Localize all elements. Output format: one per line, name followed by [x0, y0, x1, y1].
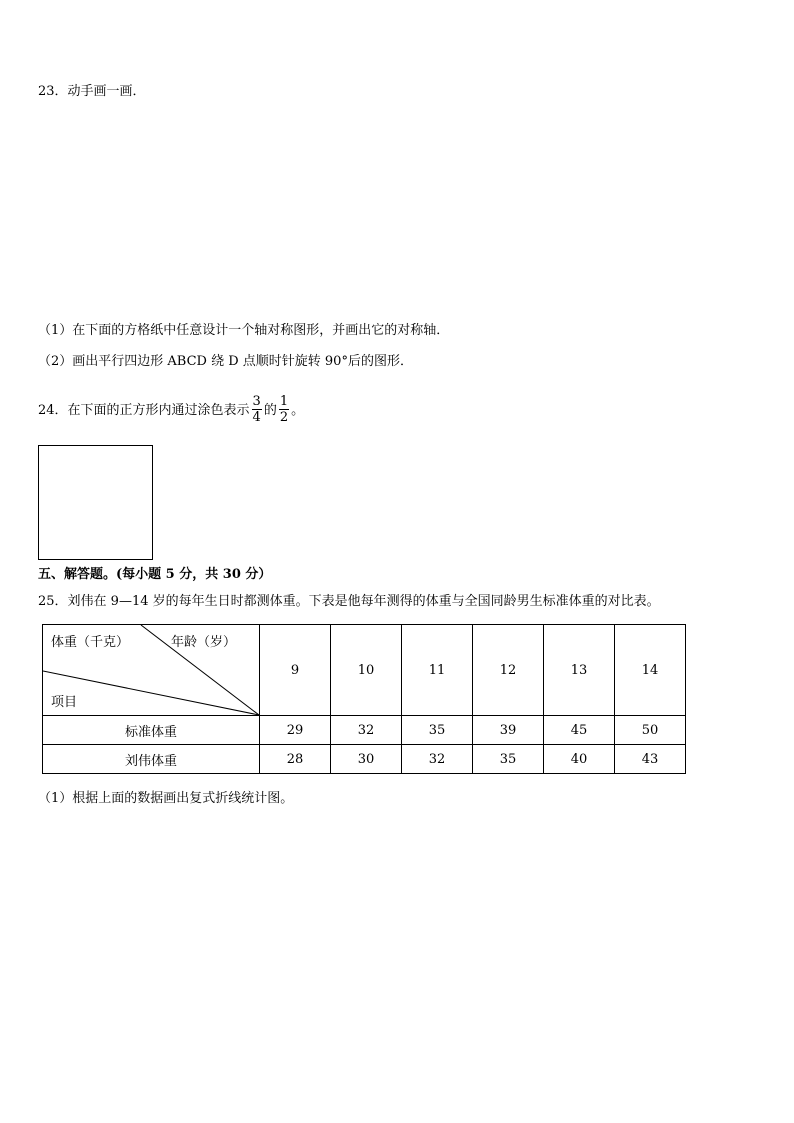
table-cell: 43 — [615, 745, 686, 774]
q23-part2: （2）画出平行四边形 ABCD 绕 D 点顺时针旋转 90°后的图形． — [38, 354, 413, 369]
fraction-numerator: 1 — [279, 394, 289, 409]
header-weight-label: 体重（千克） — [51, 635, 130, 650]
age-header-cell: 11 — [402, 625, 473, 716]
q24-prefix: 24．在下面的正方形内通过涂色表示 — [38, 403, 250, 418]
table-cell: 29 — [260, 716, 331, 745]
table-cell: 32 — [331, 716, 402, 745]
age-header-cell: 12 — [473, 625, 544, 716]
age-header-cell: 10 — [331, 625, 402, 716]
fraction-denominator: 4 — [252, 410, 261, 425]
table-cell: 39 — [473, 716, 544, 745]
weight-comparison-table — [42, 624, 686, 774]
fraction-three-quarters — [252, 394, 262, 425]
coloring-square — [38, 445, 153, 560]
table-cell: 45 — [544, 716, 615, 745]
table-row-standard — [43, 716, 686, 745]
section5-title: 五、解答题。(每小题 5 分，共 30 分） — [38, 567, 272, 582]
table-cell: 32 — [402, 745, 473, 774]
row-label-cell: 标准体重 — [43, 716, 260, 745]
table-cell: 35 — [473, 745, 544, 774]
q23-title: 23．动手画一画． — [38, 84, 146, 99]
table-cell: 35 — [402, 716, 473, 745]
diagonal-header-cell — [43, 625, 260, 716]
fraction-numerator: 3 — [252, 394, 261, 409]
table-cell: 40 — [544, 745, 615, 774]
table-header-row — [43, 625, 686, 716]
row-label-cell: 刘伟体重 — [43, 745, 260, 774]
age-header-cell: 9 — [260, 625, 331, 716]
header-item-label: 项目 — [51, 695, 78, 710]
age-header-cell: 14 — [615, 625, 686, 716]
q24-suffix: 。 — [291, 403, 305, 418]
fraction-one-half — [279, 394, 289, 425]
q24-text — [38, 395, 304, 426]
table-cell: 50 — [615, 716, 686, 745]
age-header-cell: 13 — [544, 625, 615, 716]
table-cell: 28 — [260, 745, 331, 774]
table-row-liuwei — [43, 745, 686, 774]
q25-part1: （1）根据上面的数据画出复式折线统计图。 — [38, 791, 294, 806]
q25-title: 25．刘伟在 9—14 岁的每年生日时都测体重。下表是他每年测得的体重与全国同龄男生标准体重的对比表。 — [38, 594, 660, 609]
fraction-denominator: 2 — [279, 410, 289, 425]
header-age-label: 年龄（岁） — [171, 635, 237, 650]
table-cell: 30 — [331, 745, 402, 774]
q23-part1: （1）在下面的方格纸中任意设计一个轴对称图形，并画出它的对称轴． — [38, 323, 450, 338]
q24-middle: 的 — [263, 403, 277, 418]
